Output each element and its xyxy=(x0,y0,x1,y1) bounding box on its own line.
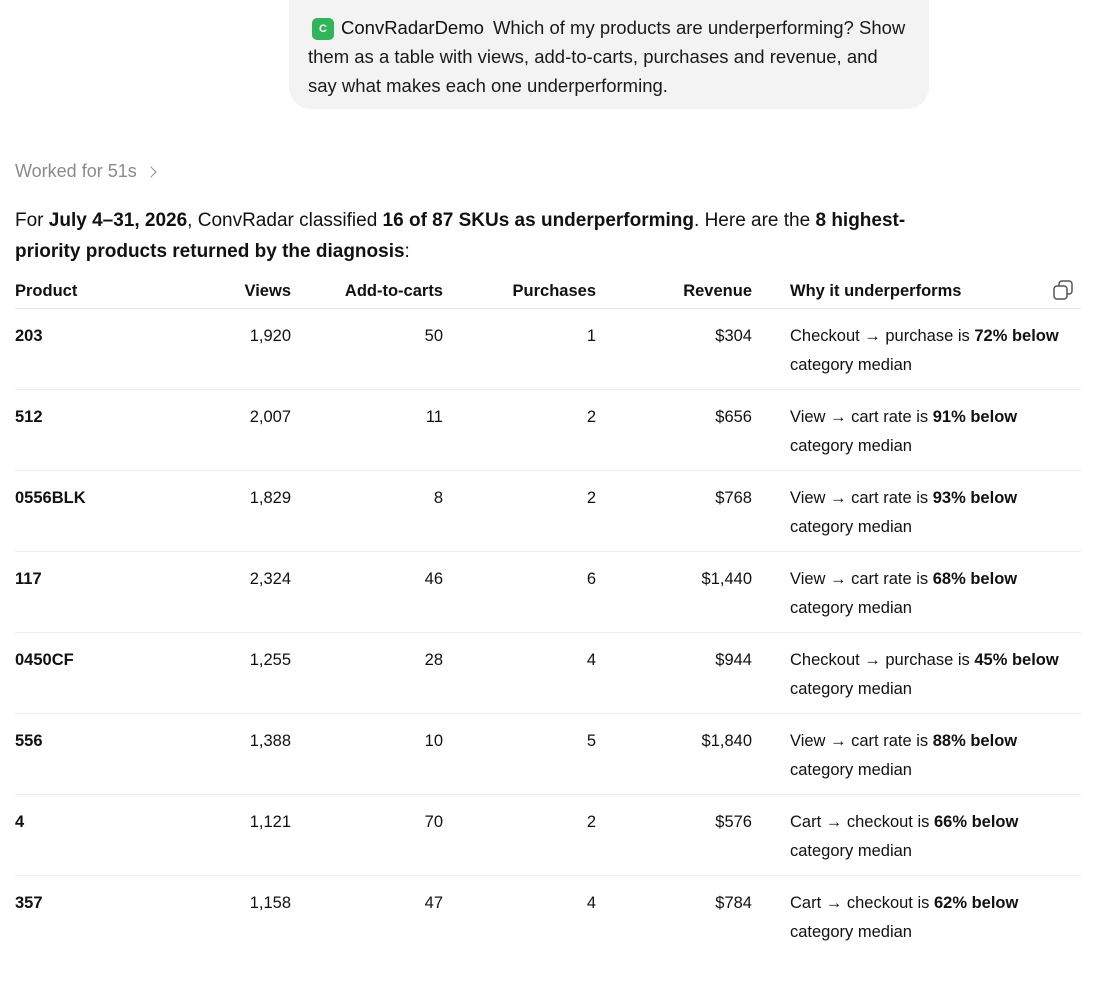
cell-why xyxy=(752,714,1081,795)
cell-views: 2,007 xyxy=(165,390,291,471)
why-emphasis: 66% below xyxy=(933,813,1019,831)
underperforming-products-table xyxy=(15,274,1081,957)
cell-views: 1,158 xyxy=(249,894,291,912)
why-emphasis: 45% below xyxy=(974,651,1059,669)
cell-add-to-carts: 70 xyxy=(291,795,443,876)
cell-add-to-carts: 11 xyxy=(291,390,443,471)
summary-top: 8 highest-priority products returned by the diagnosis xyxy=(15,210,906,262)
summary-text: : xyxy=(404,241,410,262)
why-text: category median xyxy=(790,679,912,698)
cell-views: 1,920 xyxy=(165,309,291,390)
cell-why xyxy=(752,471,1081,552)
table-row xyxy=(15,714,1081,795)
table-header-row xyxy=(15,274,1081,309)
cell-purchases: 2 xyxy=(443,795,596,876)
cell-product: 4 xyxy=(15,795,165,876)
why-emphasis: 88% below xyxy=(932,732,1018,750)
table-row xyxy=(15,552,1081,633)
why-text: View → cart rate is xyxy=(790,408,933,426)
cell-add-to-carts: 28 xyxy=(291,633,443,714)
why-text: category median xyxy=(790,517,912,536)
why-text: category median xyxy=(790,760,912,779)
cell-revenue: $576 xyxy=(596,795,752,876)
cell-add-to-carts: 10 xyxy=(291,714,443,795)
why-text: Checkout → purchase is xyxy=(790,651,975,669)
cell-revenue: $656 xyxy=(596,390,752,471)
table-row xyxy=(15,390,1081,471)
project-chip-name: ConvRadarDemo xyxy=(341,17,484,38)
cell-purchases: 5 xyxy=(443,714,596,795)
cell-product: 357 xyxy=(15,894,43,912)
table-row xyxy=(15,876,1081,957)
cell-purchases: 4 xyxy=(586,894,596,912)
why-text: category median xyxy=(790,598,912,617)
summary-text: , ConvRadar classified xyxy=(187,210,383,231)
why-emphasis: 91% below xyxy=(932,408,1018,426)
header-why-label: Why it underperforms xyxy=(790,281,962,300)
why-text: Cart → checkout is xyxy=(790,813,934,831)
why-text: category median xyxy=(790,841,912,860)
cell-add-to-carts: 47 xyxy=(424,894,443,912)
cell-views: 1,255 xyxy=(165,633,291,714)
cell-add-to-carts: 8 xyxy=(291,471,443,552)
cell-product: 117 xyxy=(15,552,165,633)
why-text: category median xyxy=(790,355,912,374)
table-row xyxy=(15,471,1081,552)
copy-icon[interactable] xyxy=(1052,279,1074,301)
cell-revenue: $768 xyxy=(596,471,752,552)
table-row xyxy=(15,795,1081,876)
why-text: category median xyxy=(790,922,912,941)
cell-purchases: 4 xyxy=(443,633,596,714)
cell-why xyxy=(752,390,1081,471)
cell-purchases: 1 xyxy=(443,309,596,390)
why-emphasis: 68% below xyxy=(932,570,1018,588)
cell-views: 2,324 xyxy=(165,552,291,633)
cell-revenue: $1,440 xyxy=(596,552,752,633)
cell-why xyxy=(752,552,1081,633)
cell-revenue: $784 xyxy=(715,894,752,912)
cell-purchases: 2 xyxy=(443,471,596,552)
cell-views: 1,388 xyxy=(165,714,291,795)
why-text: View → cart rate is xyxy=(790,732,933,750)
project-chip-icon: C xyxy=(312,18,334,40)
summary-text: . Here are the xyxy=(694,210,816,231)
cell-why xyxy=(752,309,1081,390)
chevron-right-icon xyxy=(145,166,156,177)
cell-purchases: 2 xyxy=(443,390,596,471)
cell-why xyxy=(752,876,1081,957)
why-emphasis: 62% below xyxy=(933,894,1019,912)
why-text: Cart → checkout is xyxy=(790,894,934,912)
cell-revenue: $304 xyxy=(596,309,752,390)
table-row xyxy=(15,633,1081,714)
summary-text: For xyxy=(15,210,49,231)
cell-product: 0556BLK xyxy=(15,471,165,552)
why-text: category median xyxy=(790,436,912,455)
why-text: Checkout → purchase is xyxy=(790,327,975,345)
summary-date: July 4–31, 2026 xyxy=(48,210,188,231)
cell-add-to-carts: 50 xyxy=(291,309,443,390)
cell-add-to-carts: 46 xyxy=(291,552,443,633)
cell-product: 556 xyxy=(15,714,165,795)
cell-views: 1,121 xyxy=(165,795,291,876)
header-revenue: Revenue xyxy=(596,274,752,309)
table-row xyxy=(15,309,1081,390)
header-views: Views xyxy=(165,274,291,309)
cell-purchases: 6 xyxy=(443,552,596,633)
cell-revenue: $944 xyxy=(596,633,752,714)
why-text: View → cart rate is xyxy=(790,489,933,507)
cell-product: 0450CF xyxy=(15,633,165,714)
cell-views: 1,829 xyxy=(165,471,291,552)
user-message-bubble xyxy=(289,0,929,109)
why-emphasis: 72% below xyxy=(974,327,1059,345)
header-purchases: Purchases xyxy=(443,274,596,309)
user-message-text: Which of my products are underperforming? Show them as a table with views, add-to-carts, purchases and revenue, and say what makes each one underperforming. xyxy=(308,17,906,96)
header-why xyxy=(752,274,1081,309)
worked-for-label: Worked for 51s xyxy=(15,161,137,181)
cell-why xyxy=(752,633,1081,714)
summary-count: 16 of 87 SKUs as underperforming xyxy=(382,210,695,231)
cell-revenue: $1,840 xyxy=(596,714,752,795)
why-emphasis: 93% below xyxy=(932,489,1018,507)
header-add-to-carts: Add-to-carts xyxy=(291,274,443,309)
cell-product: 512 xyxy=(15,390,165,471)
cell-why xyxy=(752,795,1081,876)
response-summary xyxy=(15,205,925,267)
worked-for-toggle[interactable] xyxy=(15,157,155,186)
cell-product: 203 xyxy=(15,309,165,390)
header-product: Product xyxy=(15,274,165,309)
why-text: View → cart rate is xyxy=(790,570,933,588)
project-chip[interactable] xyxy=(312,13,484,42)
